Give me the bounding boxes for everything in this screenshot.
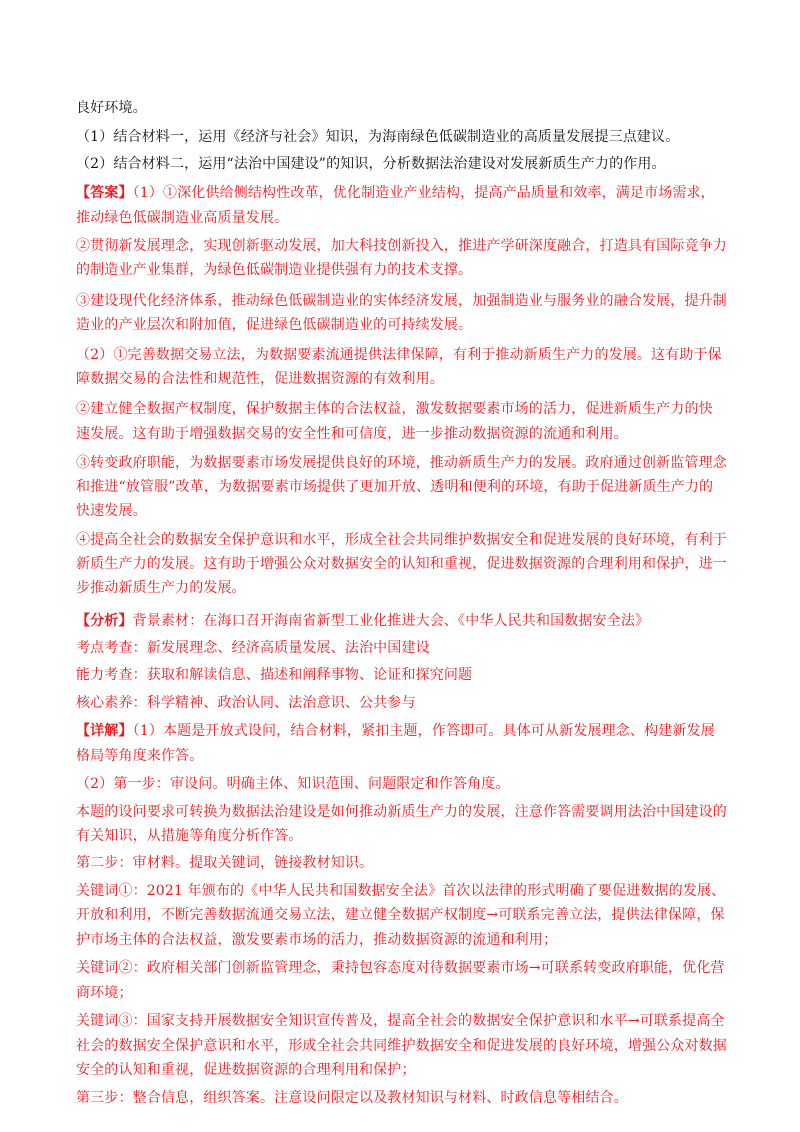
document-line — [76, 154, 666, 174]
line-text: ③转变政府职能，为数据要素市场发展提供良好的环境，推动新质生产力的发展。政府通过创新监管理念 — [76, 455, 727, 471]
line-text: 关键词②：政府相关部门创新监管理念，秉持包容态度对待数据要素市场→可联系转变政府职能，优化营 — [76, 960, 725, 976]
section-label: 【详解】 — [76, 723, 133, 739]
document-line — [76, 746, 203, 766]
line-text: 新质生产力的发展。这有助于增强公众对数据安全的认知和重视，促进数据资源的合理利用和保护，进一 — [76, 556, 727, 572]
line-text: 背景素材：在海口召开海南省新型工业化推进大会、《中华人民共和国数据安全法》 — [132, 613, 650, 629]
line-text: 障数据交易的合法性和规范性，促进数据资源的有效利用。 — [76, 371, 444, 387]
document-line — [76, 1011, 725, 1031]
line-text: 本题的设问要求可转换为数据法治建设是如何推动新质生产力的发展，注意作答需要调用法治中国建设的 — [76, 804, 727, 820]
line-text: 安全的认知和重视，促进数据资源的合理利用和保护； — [76, 1062, 416, 1078]
line-text: 护市场主体的合法权益，激发要素市场的活力，推动数据资源的流通和利用； — [76, 932, 558, 948]
line-text: 社会的数据安全保护意识和水平，形成全社会共同维护数据安全和促进发展的良好环境，增强公众对数据 — [76, 1038, 727, 1054]
document-line — [76, 399, 713, 419]
document-line — [76, 665, 472, 685]
document-line — [76, 881, 725, 901]
document-line — [76, 260, 472, 280]
line-text: （2）第一步：审设问。明确主体、知识范围、问题限定和作答角度。 — [76, 776, 510, 792]
document-line — [76, 530, 727, 550]
document-line — [76, 236, 727, 256]
line-text: 推动绿色低碳制造业高质量发展。 — [76, 210, 289, 226]
line-text: 步推动新质生产力的发展。 — [76, 580, 246, 596]
document-line — [76, 477, 713, 497]
document-line — [76, 1088, 628, 1108]
document-line — [76, 802, 727, 822]
document-line — [76, 291, 727, 311]
document-line — [76, 693, 416, 713]
document-line — [76, 1060, 416, 1080]
document-line — [76, 208, 288, 228]
line-text: 第三步：整合信息，组织答案。注意设问限定以及教材知识与材料、时政信息等相结合。 — [76, 1090, 628, 1106]
line-text: 快速发展。 — [76, 503, 147, 519]
line-text: （1）①深化供给侧结构性改革，优化制造业产业结构，提高产品质量和效率，满足市场需求， — [132, 185, 715, 201]
document-line — [76, 774, 510, 794]
document-line — [76, 853, 373, 873]
document-line — [76, 611, 649, 631]
document-line — [76, 1036, 727, 1056]
document-line — [76, 958, 725, 978]
line-text: （1）结合材料一，运用《经济与社会》知识，为海南绿色低碳制造业的高质量发展提三点建议。 — [76, 129, 680, 145]
document-line — [76, 98, 147, 118]
line-text: 开放和利用，不断完善数据流通交易立法，建立健全数据产权制度→可联系完善立法，提供法律保障，保 — [76, 907, 725, 923]
section-label: 【答案】 — [76, 185, 133, 201]
document-line — [76, 826, 302, 846]
line-text: 核心素养：科学精神、政治认同、法治意识、公共参与 — [76, 695, 416, 711]
line-text: ④提高全社会的数据安全保护意识和水平，形成全社会共同维护数据安全和促进发展的良好环境，有利于 — [76, 532, 727, 548]
document-line — [76, 369, 444, 389]
line-text: 第二步：审材料。提取关键词，链接教材知识。 — [76, 855, 374, 871]
line-text: 造业的产业层次和附加值，促进绿色低碳制造业的可持续发展。 — [76, 317, 473, 333]
section-label: 【分析】 — [76, 613, 133, 629]
document-line — [76, 905, 725, 925]
document-line — [76, 424, 628, 444]
line-text: （2）结合材料二，运用“法治中国建设”的知识，分析数据法治建设对发展新质生产力的作用。 — [76, 156, 666, 172]
line-text: ③建设现代化经济体系，推动绿色低碳制造业的实体经济发展，加强制造业与服务业的融合发展，提升制 — [76, 293, 727, 309]
document-line — [76, 453, 727, 473]
document-line — [76, 127, 679, 147]
document-line — [76, 721, 715, 741]
line-text: 的制造业产业集群，为绿色低碳制造业提供强有力的技术支撑。 — [76, 262, 473, 278]
line-text: 良好环境。 — [76, 100, 147, 116]
document-line — [76, 638, 430, 658]
document-line — [76, 315, 472, 335]
line-text: 速发展。这有助于增强数据交易的安全性和可信度，进一步推动数据资源的流通和利用。 — [76, 426, 628, 442]
line-text: 考点考查：新发展理念、经济高质量发展、法治中国建设 — [76, 640, 430, 656]
line-text: ②贯彻新发展理念，实现创新驱动发展，加大科技创新投入，推进产学研深度融合，打造具有国际竞争力 — [76, 238, 727, 254]
line-text: ②建立健全数据产权制度，保护数据主体的合法权益，激发数据要素市场的活力，促进新质生产力的快 — [76, 401, 713, 417]
document-line — [76, 501, 147, 521]
document-line — [76, 983, 133, 1003]
document-line — [76, 578, 246, 598]
line-text: 关键词③：国家支持开展数据安全知识宣传普及，提高全社会的数据安全保护意识和水平→可联系提高全 — [76, 1013, 725, 1029]
line-text: （1）本题是开放式设问，结合材料，紧扣主题，作答即可。具体可从新发展理念、构建新发展 — [132, 723, 715, 739]
line-text: 格局等角度来作答。 — [76, 748, 204, 764]
document-line — [76, 183, 715, 203]
document-line — [76, 345, 722, 365]
line-text: 有关知识，从措施等角度分析作答。 — [76, 828, 303, 844]
line-text: 关键词①：2021 年颁布的《中华人民共和国数据安全法》首次以法律的形式明确了要促进数据的发展、 — [76, 883, 726, 899]
line-text: 商环境； — [76, 985, 133, 1001]
line-text: 和推进“放管服”改革，为数据要素市场提供了更加开放、透明和便利的环境，有助于促进新质生产力的 — [76, 479, 714, 495]
document-line — [76, 554, 727, 574]
line-text: （2）①完善数据交易立法，为数据要素流通提供法律保障，有利于推动新质生产力的发展。这有助于保 — [76, 347, 722, 363]
line-text: 能力考查：获取和解读信息、描述和阐释事物、论证和探究问题 — [76, 667, 473, 683]
document-line — [76, 930, 557, 950]
